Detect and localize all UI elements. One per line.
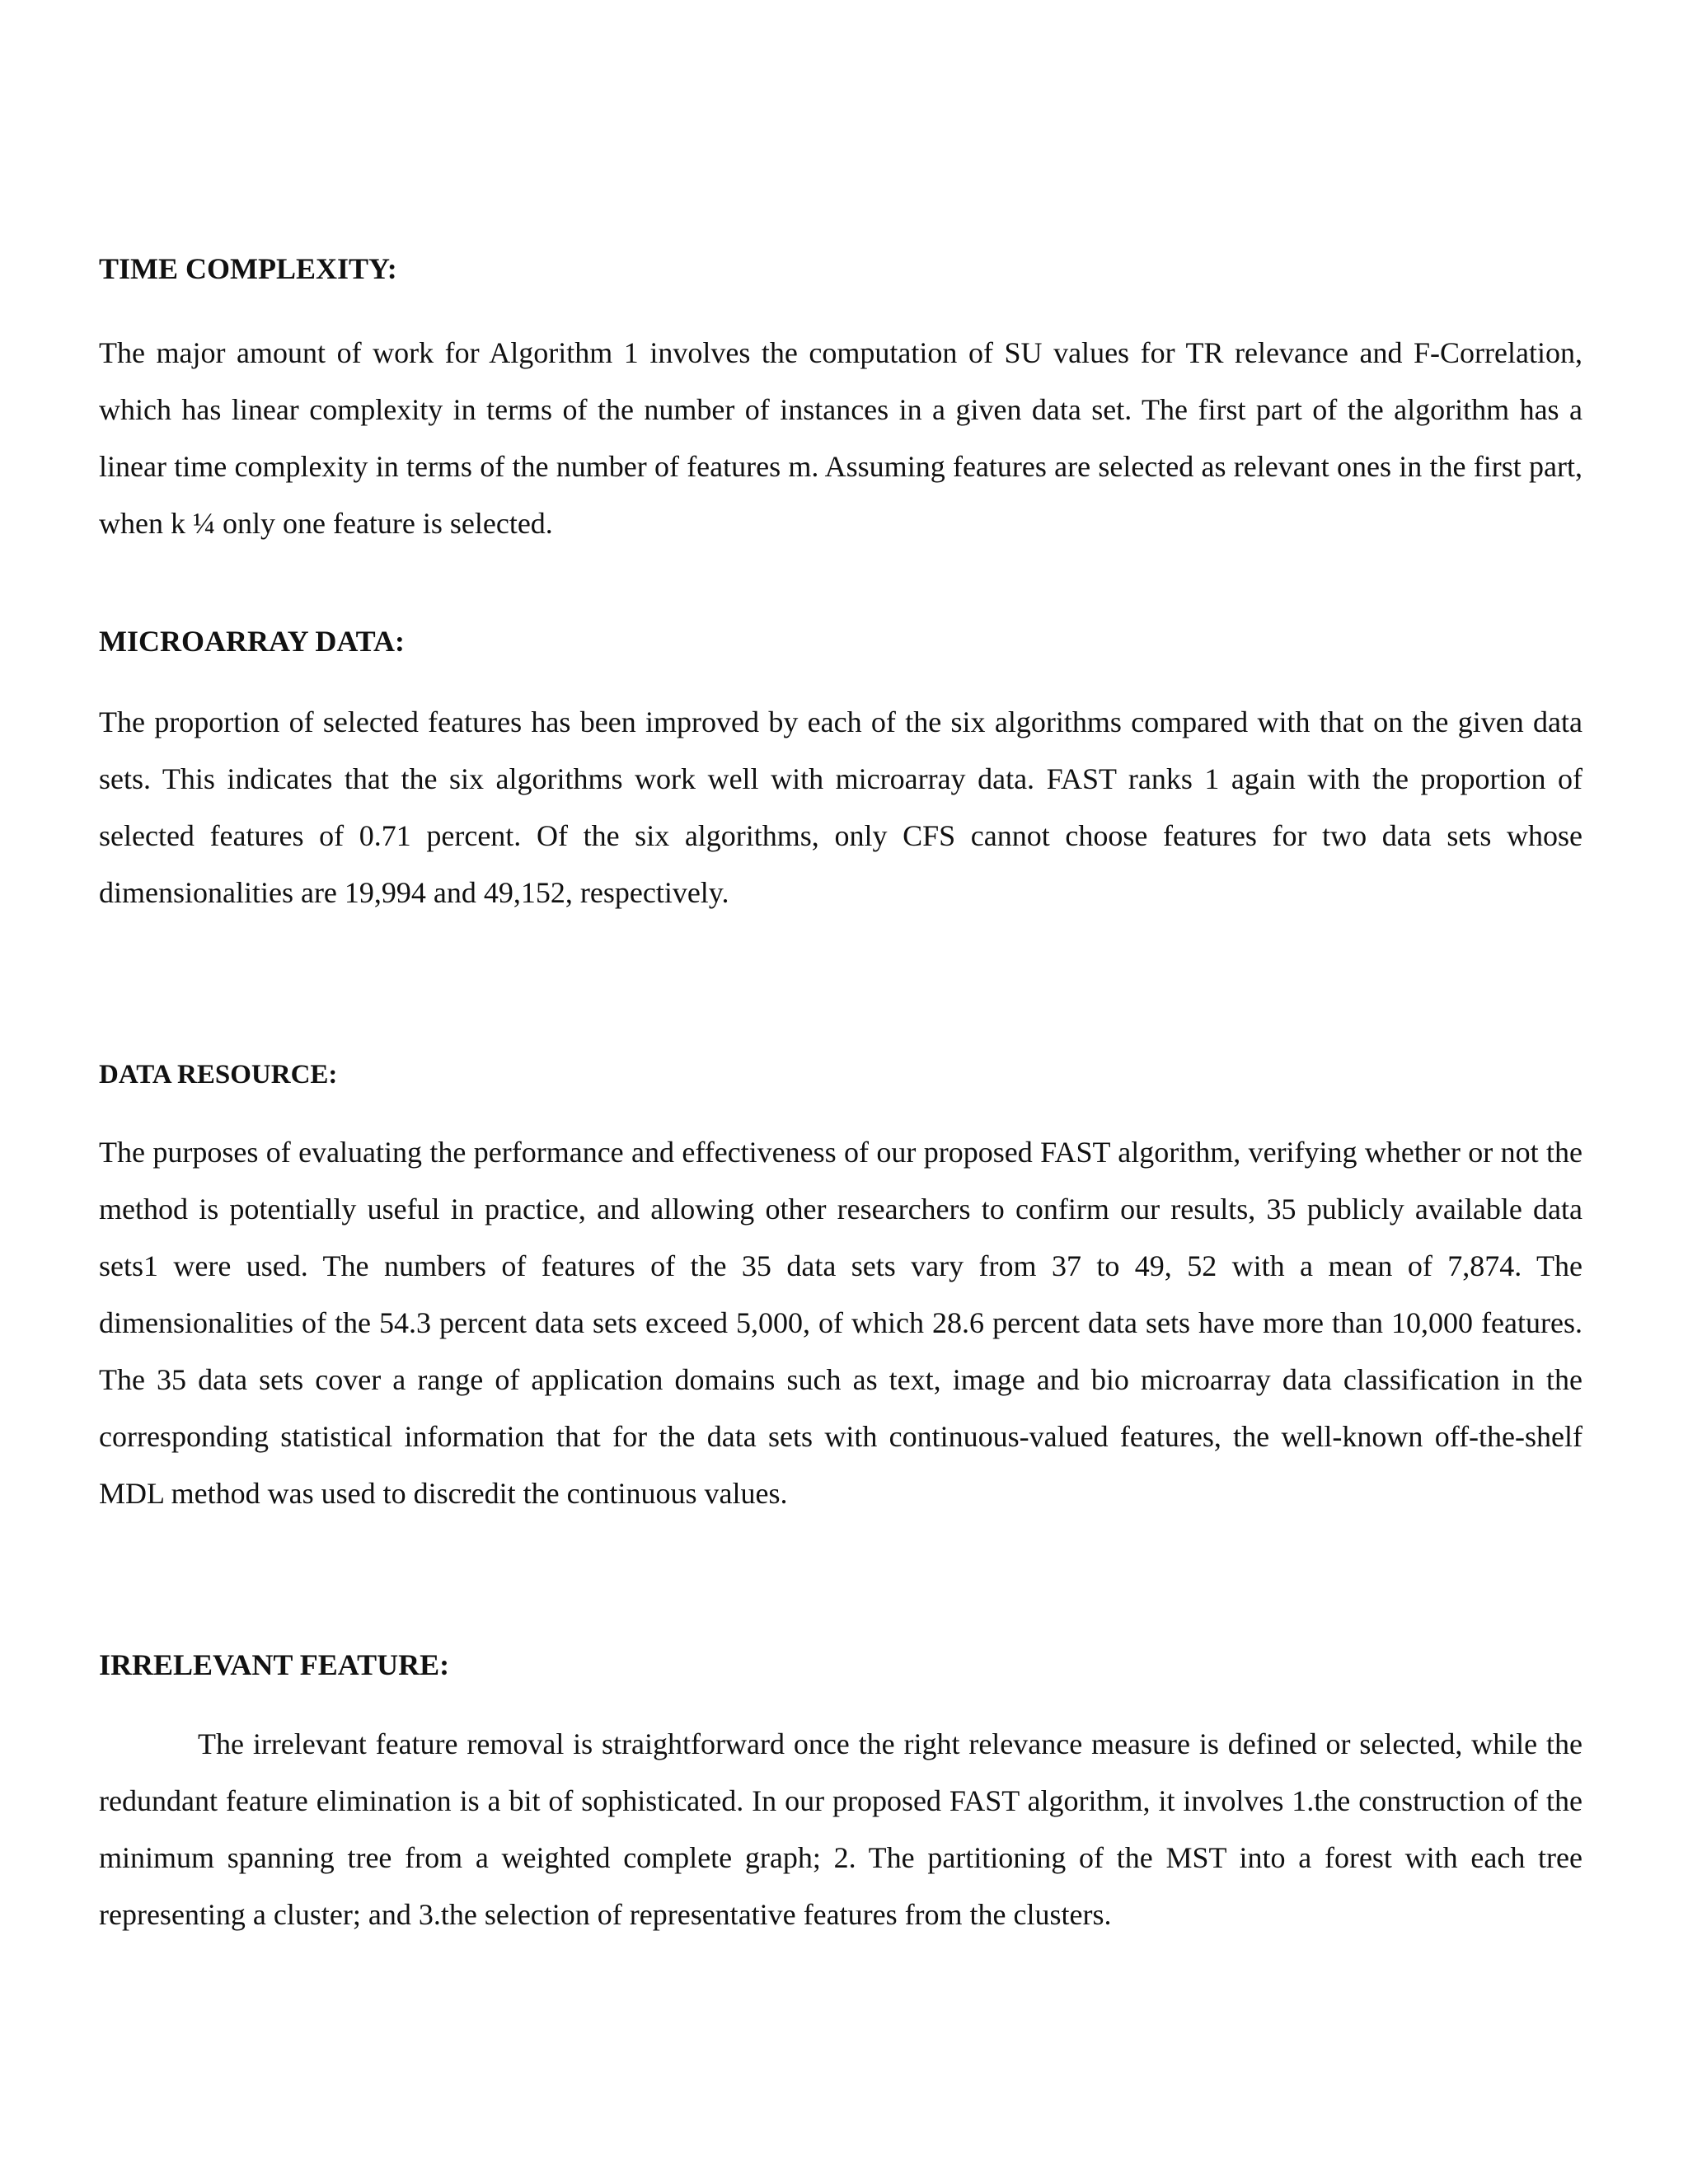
section-heading-microarray-data: MICROARRAY DATA:	[99, 625, 405, 658]
section-paragraph-data-resource: The purposes of evaluating the performance and effectiveness of our proposed FAST algorithm, verifying whether or not the method is potentially useful in practice, and allowing other researchers to confirm our results, 35 publicly available data sets1 were used. The numbers of features of the 35 data sets vary from 37 to 49, 52 with a mean of 7,874. The dimensionalities of the 54.3 percent data sets exceed 5,000, of which 28.6 percent data sets have more than 10,000 features. The 35 data sets cover a range of application domains such as text, image and bio microarray data classification in the corresponding statistical information that for the data sets with continuous-valued features, the well-known off-the-shelf MDL method was used to discredit the continuous values.	[99, 1136, 1582, 1510]
section-paragraph-irrelevant-feature: The irrelevant feature removal is straightforward once the right relevance measure is defined or selected, while the redundant feature elimination is a bit of sophisticated. In our proposed FAST algorithm, it involves 1.the construction of the minimum spanning tree from a weighted complete graph; 2. The partitioning of the MST into a forest with each tree representing a cluster; and 3.the selection of representative features from the clusters.	[99, 1727, 1582, 1931]
section-paragraph-microarray-data: The proportion of selected features has been improved by each of the six algorithms compared with that on the given data sets. This indicates that the six algorithms work well with microarray data. FAST ranks 1 again with the proportion of selected features of 0.71 percent. Of the six algorithms, only CFS cannot choose features for two data sets whose dimensionalities are 19,994 and 49,152, respectively.	[99, 705, 1582, 909]
section-paragraph-time-complexity: The major amount of work for Algorithm 1 involves the computation of SU values for TR relevance and F-Correlation, which has linear complexity in terms of the number of instances in a given data set. The first part of the algorithm has a linear time complexity in terms of the number of features m. Assuming features are selected as relevant ones in the first part, when k ¼ only one feature is selected.	[99, 336, 1582, 540]
section-heading-irrelevant-feature: IRRELEVANT FEATURE:	[99, 1648, 450, 1681]
section-heading-time-complexity: TIME COMPLEXITY:	[99, 252, 397, 285]
section-heading-data-resource: DATA RESOURCE:	[99, 1060, 338, 1090]
